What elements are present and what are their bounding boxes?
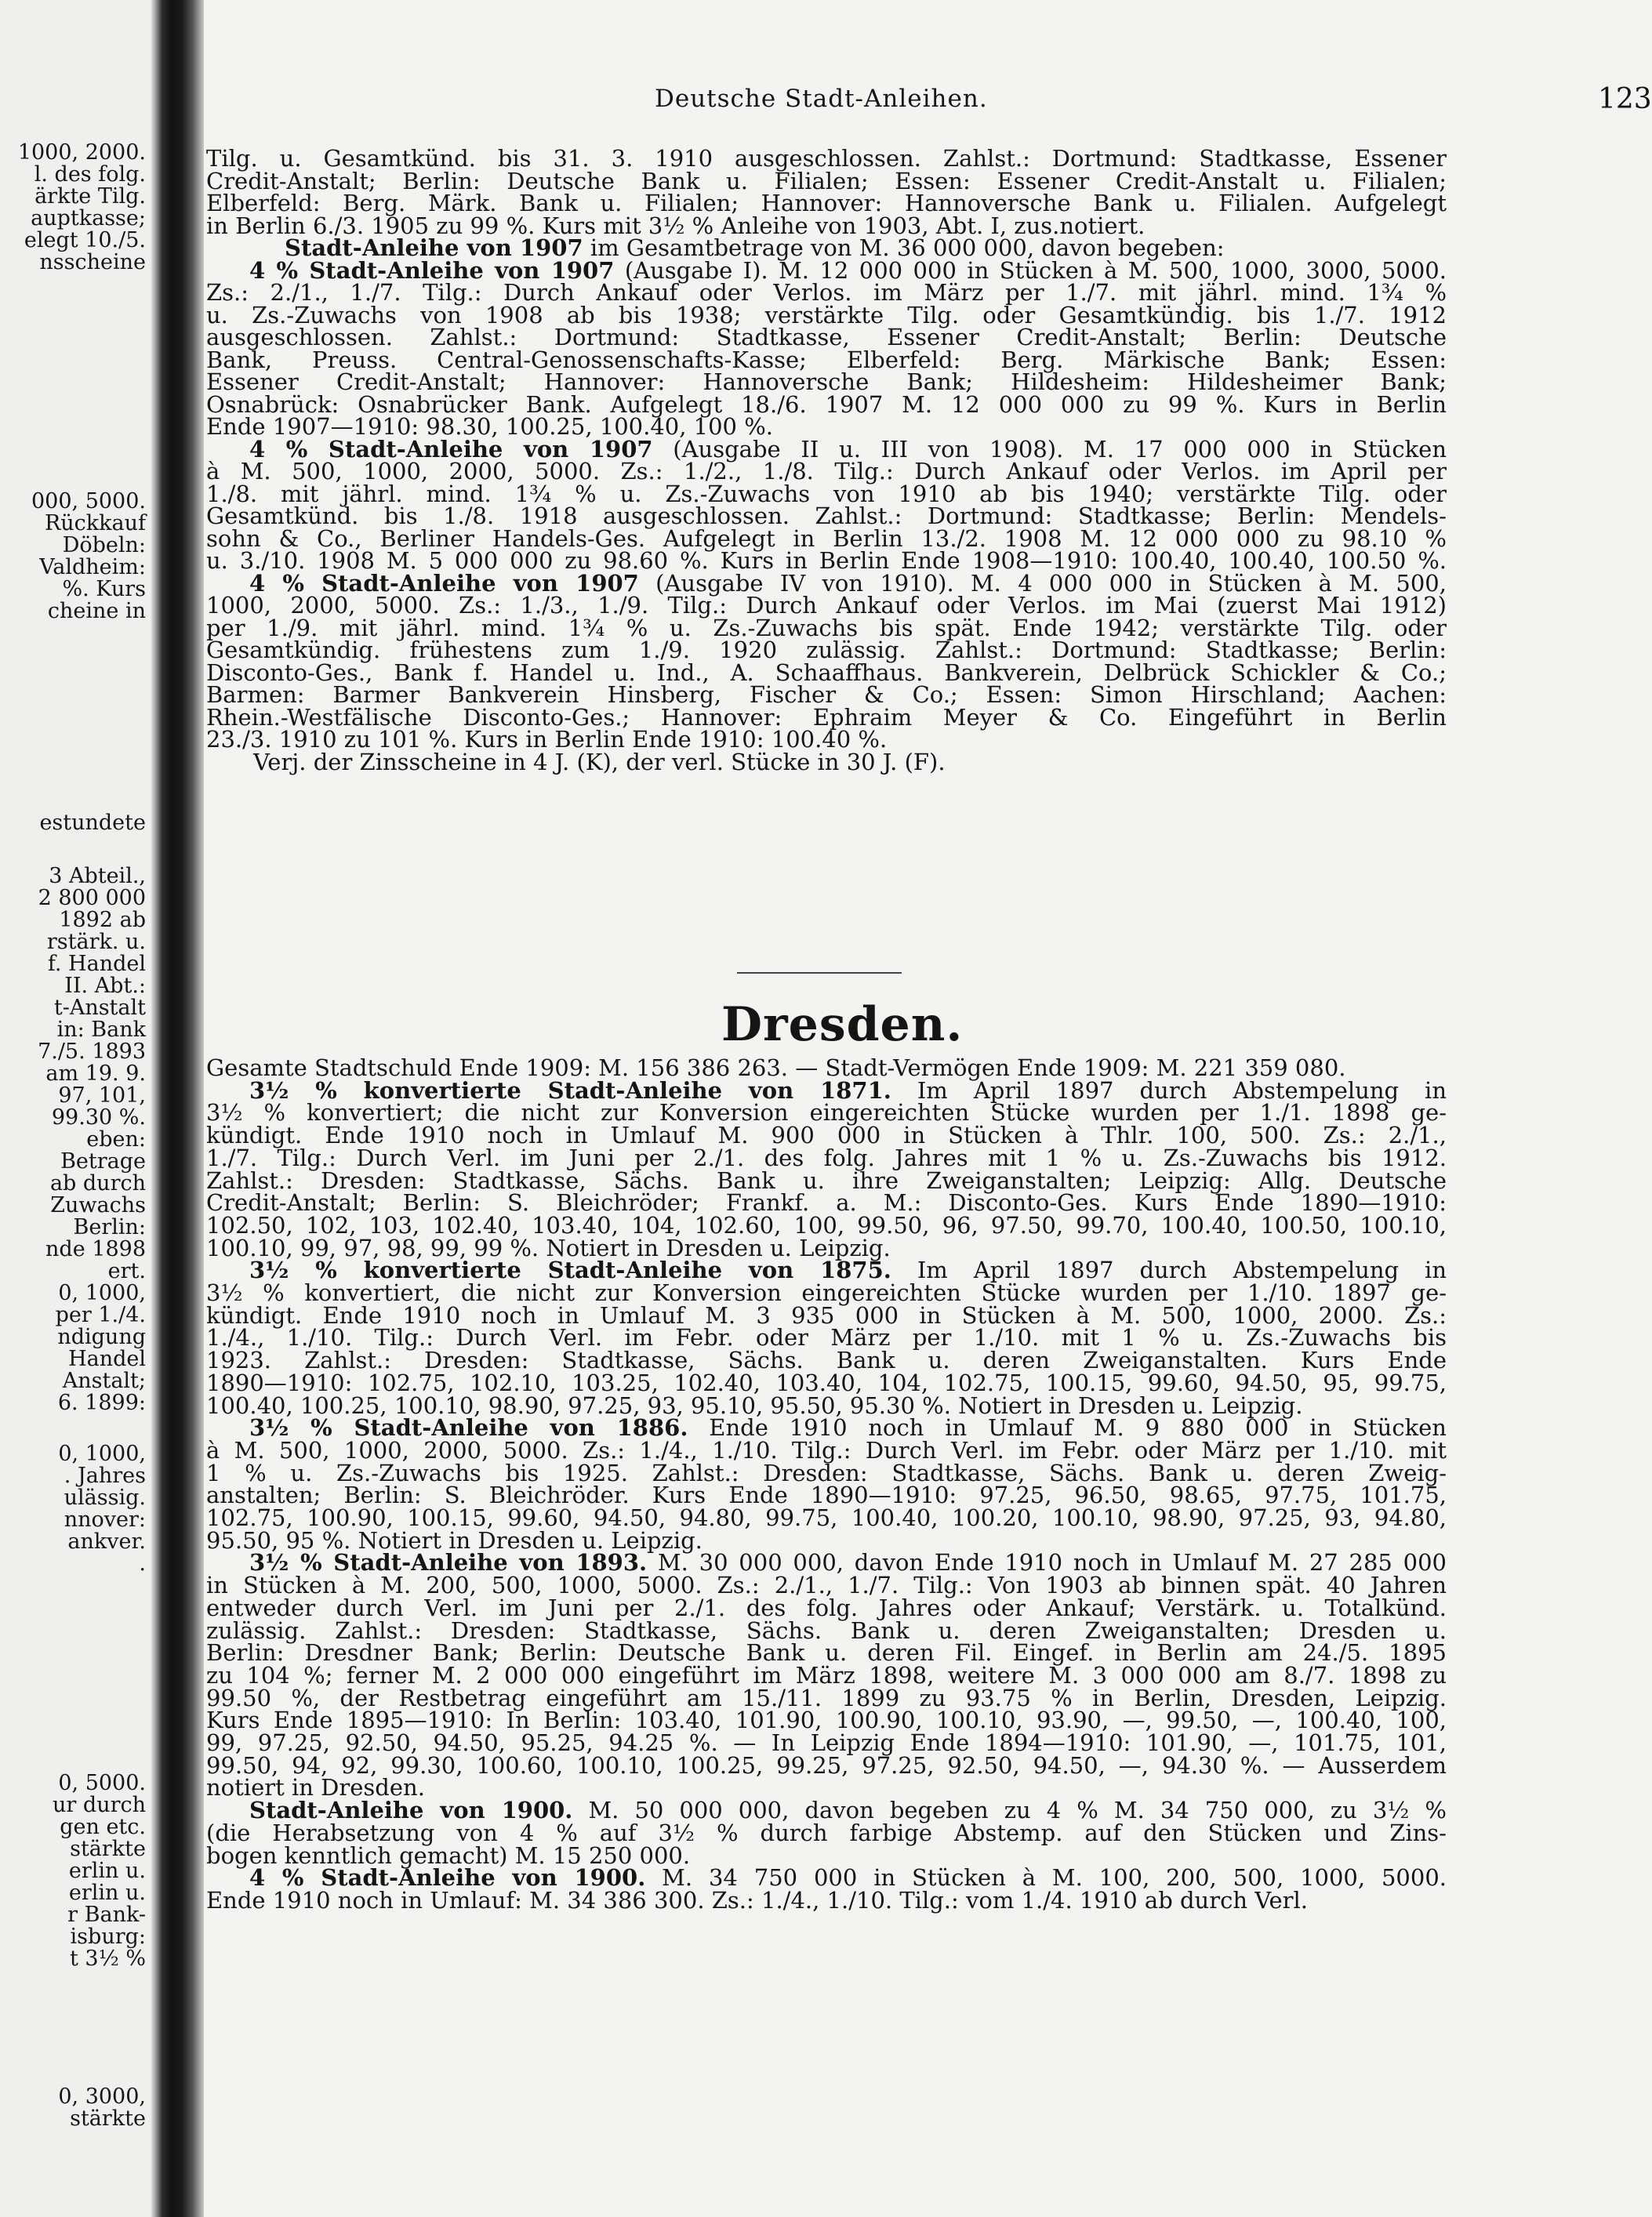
text-line: Stadt-Anleihe von 1907 im Gesamtbetrage von M. 36 000 000, davon begeben:	[285, 234, 1225, 261]
text-line: in Stücken à M. 200, 500, 1000, 5000. Zs.: 2./1., 1./7. Tilg.: Von 1903 ab binnen spät. 40 Jahren	[206, 1572, 1447, 1599]
text-line: 100.10, 99, 97, 98, 99, 99 %. Notiert in Dresden u. Leipzig.	[206, 1234, 891, 1261]
previous-page-text-fragment: t 3½ %	[69, 1947, 146, 1971]
previous-page-text-fragment: 000, 5000.	[31, 489, 146, 513]
previous-page-text-fragment: isburg:	[70, 1925, 146, 1949]
text-line: Credit-Anstalt; Berlin: S. Bleichröder; Frankf. a. M.: Disconto-Ges. Kurs Ende 1890—1910:	[206, 1189, 1447, 1217]
previous-page-text-fragment: ulässig.	[64, 1486, 146, 1510]
previous-page-text-fragment: stärkte	[70, 2106, 146, 2131]
text-line: 4 % Stadt-Anleihe von 1907 (Ausgabe I). M. 12 000 000 in Stücken à M. 500, 1000, 3000, 5000.	[249, 256, 1447, 284]
previous-page-text-fragment: Rückkauf	[44, 511, 146, 535]
previous-page-text-fragment: per 1./4.	[55, 1303, 146, 1327]
text-line: kündigt. Ende 1910 noch in Umlauf M. 900 000 in Stücken à Thlr. 100, 500. Zs.: 2./1.,	[206, 1122, 1447, 1149]
previous-page-text-fragment: ankver.	[67, 1529, 146, 1554]
previous-page-text-fragment: Döbeln:	[62, 533, 146, 557]
text-line: notiert in Dresden.	[206, 1774, 425, 1802]
previous-page-text-fragment: eben:	[86, 1127, 146, 1152]
text-line: 1./7. Tilg.: Durch Verl. im Juni per 2./1. des folg. Jahres mit 1 % u. Zs.-Zuwachs bis 1912.	[206, 1144, 1447, 1171]
previous-page-text-fragment: in: Bank	[56, 1018, 146, 1042]
previous-page-text-fragment: II. Abt.:	[64, 974, 146, 998]
text-line: 23./3. 1910 zu 101 %. Kurs in Berlin Ende 1910: 100.40 %.	[206, 726, 888, 753]
previous-page-margin	[0, 0, 151, 2217]
previous-page-text-fragment: nde 1898	[45, 1237, 146, 1261]
book-gutter	[151, 0, 204, 2217]
previous-page-text-fragment: Berlin:	[73, 1215, 146, 1239]
previous-page-text-fragment: r Bank-	[67, 1903, 146, 1927]
previous-page-text-fragment: ur durch	[53, 1793, 146, 1817]
text-line: Zahlst.: Dresden: Stadtkasse, Sächs. Bank u. ihre Zweiganstalten; Leipzig: Allg. Deutsche	[206, 1167, 1447, 1194]
text-line: 1./4., 1./10. Tilg.: Durch Verl. im Febr. oder März per 1./10. mit 1 % u. Zs.-Zuwachs bis	[206, 1324, 1447, 1352]
text-line: Verj. der Zinsscheine in 4 J. (K), der verl. Stücke in 30 J. (F).	[253, 748, 946, 775]
text-line: 3½ % konvertierte Stadt-Anleihe von 1871. Im April 1897 durch Abstempelung in	[249, 1076, 1447, 1104]
previous-page-text-fragment: 1000, 2000.	[17, 140, 146, 165]
text-line: 4 % Stadt-Anleihe von 1907 (Ausgabe II u. III von 1908). M. 17 000 000 in Stücken	[249, 435, 1447, 463]
previous-page-text-fragment: Zuwachs	[50, 1193, 146, 1217]
previous-page-text-fragment: 1892 ab	[59, 908, 146, 932]
text-line: (die Herabsetzung von 4 % auf 3½ % durch farbige Abstemp. auf den Stücken und Zins-	[206, 1819, 1447, 1846]
text-line: 1923. Zahlst.: Dresden: Stadtkasse, Sächs. Bank u. deren Zweiganstalten. Kurs Ende	[206, 1347, 1447, 1374]
text-line: 3½ % konvertierte Stadt-Anleihe von 1875. Im April 1897 durch Abstempelung in	[249, 1257, 1447, 1284]
text-line: per 1./9. mit jährl. mind. 1¾ % u. Zs.-Zuwachs bis spät. Ende 1942; verstärkte Tilg. oder	[206, 614, 1447, 641]
text-line: bogen kenntlich gemacht) M. 15 250 000.	[206, 1841, 691, 1869]
text-line: 3½ % Stadt-Anleihe von 1893. M. 30 000 000, davon Ende 1910 noch in Umlauf M. 27 285 000	[249, 1549, 1447, 1577]
previous-page-text-fragment: gen etc.	[60, 1815, 146, 1839]
city-heading: Dresden.	[721, 997, 964, 1052]
text-line: 1./8. mit jährl. mind. 1¾ % u. Zs.-Zuwachs von 1910 ab bis 1940; verstärkte Tilg. oder	[206, 480, 1447, 507]
previous-page-text-fragment: Anstalt;	[62, 1369, 146, 1393]
text-line: à M. 500, 1000, 2000, 5000. Zs.: 1./4., 1./10. Tilg.: Durch Verl. im Febr. oder März per 1./10. mit	[206, 1436, 1447, 1464]
previous-page-text-fragment: Betrage	[60, 1149, 146, 1174]
previous-page-text-fragment: .	[139, 1551, 146, 1576]
text-line: Barmen: Barmer Bankverein Hinsberg, Fischer & Co.; Essen: Simon Hirschland; Aachen:	[206, 681, 1447, 708]
previous-page-text-fragment: t-Anstalt	[53, 996, 146, 1020]
previous-page-text-fragment: Handel	[68, 1347, 146, 1371]
previous-page-text-fragment: 6. 1899:	[57, 1391, 146, 1415]
previous-page-text-fragment: ndigung	[57, 1325, 146, 1349]
previous-page-text-fragment: elegt 10./5.	[24, 228, 146, 252]
text-line: zu 104 %; ferner M. 2 000 000 eingeführt im März 1898, weitere M. 3 000 000 am 8./7. 1898 zu	[206, 1661, 1447, 1689]
previous-page-text-fragment: 0, 1000,	[58, 1442, 146, 1466]
text-line: Zs.: 2./1., 1./7. Tilg.: Durch Ankauf oder Verlos. im März per 1./7. mit jährl. mind. 1¾ %	[206, 279, 1447, 306]
previous-page-text-fragment: 99.30 %.	[51, 1105, 146, 1130]
text-line: Disconto-Ges., Bank f. Handel u. Ind., A. Schaaffhaus. Bankverein, Delbrück Schickler & Co.;	[206, 659, 1447, 686]
text-line: Gesamtkünd. bis 1./8. 1918 ausgeschlossen. Zahlst.: Dortmund: Stadtkasse; Berlin: Mendels-	[206, 503, 1447, 529]
text-line: Elberfeld: Berg. Märk. Bank u. Filialen; Hannover: Hannoversche Bank u. Filialen. Aufgelegt	[206, 190, 1447, 216]
previous-page-text-fragment: nnover:	[64, 1508, 146, 1532]
text-line: Tilg. u. Gesamtkünd. bis 31. 3. 1910 ausgeschlossen. Zahlst.: Dortmund: Stadtkasse, Essener	[206, 145, 1447, 172]
previous-page-text-fragment: . Jahres	[64, 1464, 146, 1488]
text-line: Osnabrück: Osnabrücker Bank. Aufgelegt 18./6. 1907 M. 12 000 000 zu 99 %. Kurs in Berlin	[206, 390, 1447, 418]
text-line: 99.50 %, der Restbetrag eingeführt am 15./11. 1899 zu 93.75 % in Berlin, Dresden, Leipzig.	[206, 1684, 1447, 1711]
text-line: Ende 1907—1910: 98.30, 100.25, 100.40, 100 %.	[206, 413, 774, 440]
running-head: Deutsche Stadt-Anleihen.	[655, 85, 988, 113]
previous-page-text-fragment: stärkte	[70, 1837, 146, 1861]
previous-page-text-fragment: 2 800 000	[38, 886, 146, 910]
text-line: Essener Credit-Anstalt; Hannover: Hannoversche Bank; Hildesheim: Hildesheimer Bank;	[206, 368, 1447, 395]
section-divider	[737, 972, 902, 974]
text-line: sohn & Co., Berliner Handels-Ges. Aufgelegt in Berlin 13./2. 1908 M. 12 000 000 zu 98.10 %	[206, 524, 1447, 552]
text-line: 100.40, 100.25, 100.10, 98.90, 97.25, 93, 95.10, 95.50, 95.30 %. Notiert in Dresden u. Leipzig.	[206, 1392, 1303, 1419]
text-line: Stadt-Anleihe von 1900. M. 50 000 000, davon begeben zu 4 % M. 34 750 000, zu 3½ %	[249, 1797, 1447, 1824]
previous-page-text-fragment: Valdheim:	[39, 555, 146, 579]
text-line: anstalten; Berlin: S. Bleichröder. Kurs Ende 1890—1910: 97.25, 96.50, 98.65, 97.75, 101.75,	[206, 1482, 1447, 1509]
text-line: zulässig. Zahlst.: Dresden: Stadtkasse, Sächs. Bank u. deren Zweiganstalten; Dresden u.	[206, 1616, 1447, 1644]
text-line: à M. 500, 1000, 2000, 5000. Zs.: 1./2., 1./8. Tilg.: Durch Ankauf oder Verlos. im April per	[206, 458, 1447, 484]
previous-page-text-fragment: 0, 5000.	[58, 1771, 146, 1795]
text-line: Credit-Anstalt; Berlin: Deutsche Bank u. Filialen; Essen: Essener Credit-Anstalt u. Filialen;	[206, 167, 1447, 194]
text-line: Kurs Ende 1895—1910: In Berlin: 103.40, 101.90, 100.90, 100.10, 93.90, —, 99.50, —, 100.40, 100,	[206, 1707, 1447, 1734]
text-line: 102.75, 100.90, 100.15, 99.60, 94.50, 94.80, 99.75, 100.40, 100.20, 100.10, 98.90, 97.25, 93, 94.80,	[206, 1504, 1447, 1531]
text-line: 102.50, 102, 103, 102.40, 103.40, 104, 102.60, 100, 99.50, 96, 97.50, 99.70, 100.40, 100.50, 100.10,	[206, 1211, 1447, 1239]
previous-page-text-fragment: 7./5. 1893	[38, 1040, 146, 1064]
text-line: Gesamtkündig. frühestens zum 1./9. 1920 zulässig. Zahlst.: Dortmund: Stadtkasse; Berlin:	[206, 637, 1447, 663]
previous-page-text-fragment: 97, 101,	[58, 1083, 146, 1108]
text-line: 4 % Stadt-Anleihe von 1900. M. 34 750 000 in Stücken à M. 100, 200, 500, 1000, 5000.	[249, 1864, 1447, 1892]
text-line: 3½ % konvertiert, die nicht zur Konversion eingereichten Stücke wurden per 1./10. 1897 ge-	[206, 1279, 1447, 1306]
previous-page-text-fragment: l. des folg.	[34, 162, 146, 187]
text-line: 1890—1910: 102.75, 102.10, 103.25, 102.40, 103.40, 104, 102.75, 100.15, 99.60, 94.50, 95, 99.75,	[206, 1369, 1447, 1396]
text-line: in Berlin 6./3. 1905 zu 99 %. Kurs mit 3½ % Anleihe von 1903, Abt. I, zus.notiert.	[206, 212, 1146, 239]
page	[204, 0, 1652, 2217]
text-line: Rhein.-Westfälische Disconto-Ges.; Hannover: Ephraim Meyer & Co. Eingeführt in Berlin	[206, 703, 1447, 731]
previous-page-text-fragment: %. Kurs	[62, 577, 146, 601]
text-line: 99.50, 94, 92, 99.30, 100.60, 100.10, 100.25, 99.25, 97.25, 92.50, 94.50, —, 94.30 %. — Ausserdem	[206, 1751, 1447, 1779]
text-line: Berlin: Dresdner Bank; Berlin: Deutsche Bank u. deren Fil. Eingef. in Berlin am 24./5. 1895	[206, 1639, 1447, 1667]
previous-page-text-fragment: 0, 3000,	[58, 2085, 146, 2109]
text-line: 3½ % konvertiert; die nicht zur Konversion eingereichten Stücke wurden per 1./1. 1898 ge-	[206, 1099, 1447, 1127]
text-line: 3½ % Stadt-Anleihe von 1886. Ende 1910 noch in Umlauf M. 9 880 000 in Stücken	[249, 1414, 1447, 1442]
previous-page-text-fragment: erlin u.	[68, 1881, 146, 1905]
previous-page-text-fragment: ab durch	[49, 1171, 146, 1196]
text-line: 95.50, 95 %. Notiert in Dresden u. Leipzig.	[206, 1526, 703, 1554]
previous-page-text-fragment: cheine in	[47, 599, 146, 623]
previous-page-text-fragment: 3 Abteil.,	[49, 864, 146, 888]
text-line: Ende 1910 noch in Umlauf: M. 34 386 300. Zs.: 1./4., 1./10. Tilg.: vom 1./4. 1910 ab durch Verl.	[206, 1886, 1309, 1914]
text-line: entweder durch Verl. im Juni per 2./1. des folg. Jahres oder Ankauf; Verstärk. u. Totalkünd.	[206, 1594, 1447, 1621]
text-line: 4 % Stadt-Anleihe von 1907 (Ausgabe IV von 1910). M. 4 000 000 in Stücken à M. 500,	[249, 569, 1447, 597]
text-line: Bank, Preuss. Central-Genossenschafts-Kasse; Elberfeld: Berg. Märkische Bank; Essen:	[206, 346, 1447, 373]
text-line: 1 % u. Zs.-Zuwachs bis 1925. Zahlst.: Dresden: Stadtkasse, Sächs. Bank u. deren Zweig-	[206, 1459, 1447, 1486]
text-line: ausgeschlossen. Zahlst.: Dortmund: Stadtkasse, Essener Credit-Anstalt; Berlin: Deutsche	[206, 324, 1447, 350]
text-line: u. Zs.-Zuwachs von 1908 ab bis 1938; verstärkte Tilg. oder Gesamtkündig. bis 1./7. 1912	[206, 301, 1447, 328]
previous-page-text-fragment: nsscheine	[39, 250, 146, 274]
previous-page-text-fragment: am 19. 9.	[45, 1061, 146, 1086]
page-number: 123	[1598, 83, 1652, 115]
previous-page-text-fragment: ert.	[107, 1259, 146, 1283]
previous-page-text-fragment: erlin u.	[68, 1859, 146, 1883]
previous-page-text-fragment: 0, 1000,	[58, 1281, 146, 1305]
previous-page-text-fragment: auptkasse;	[31, 206, 146, 230]
previous-page-text-fragment: f. Handel	[47, 952, 146, 976]
text-line: 99, 97.25, 92.50, 94.50, 95.25, 94.25 %. — In Leipzig Ende 1894—1910: 101.90, —, 101.75, 101,	[206, 1729, 1447, 1756]
previous-page-text-fragment: estundete	[39, 811, 146, 835]
text-line: u. 3./10. 1908 M. 5 000 000 zu 98.60 %. Kurs in Berlin Ende 1908—1910: 100.40, 100.40, 100.50 %.	[206, 547, 1447, 574]
text-line: Gesamte Stadtschuld Ende 1909: M. 156 386 263. — Stadt-Vermögen Ende 1909: M. 221 359 080.	[206, 1054, 1346, 1081]
text-line: kündigt. Ende 1910 noch in Umlauf M. 3 935 000 in Stücken à M. 500, 1000, 2000. Zs.:	[206, 1301, 1447, 1329]
text-line: 1000, 2000, 5000. Zs.: 1./3., 1./9. Tilg.: Durch Ankauf oder Verlos. im Mai (zuerst Mai 1912)	[206, 592, 1447, 619]
previous-page-text-fragment: ärkte Tilg.	[34, 184, 146, 209]
previous-page-text-fragment: rstärk. u.	[46, 930, 146, 954]
